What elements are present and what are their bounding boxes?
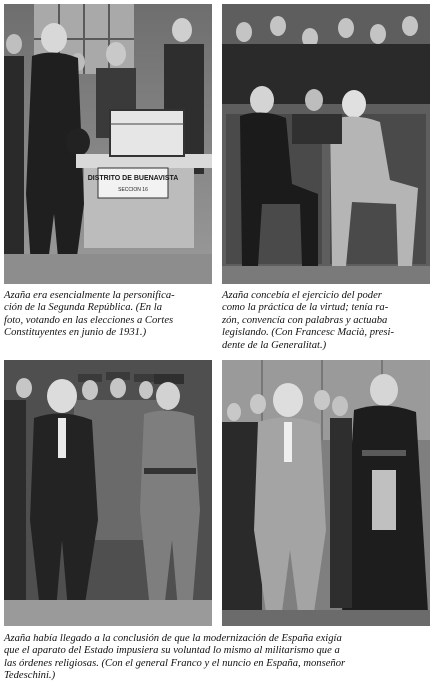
- photo-with-macia: [222, 4, 430, 284]
- caption-line: Azaña era esencialmente la personifica-: [4, 290, 175, 301]
- caption-line: dente de la Generalitat.): [222, 339, 327, 351]
- photo-with-nuncio-image: [222, 360, 430, 626]
- photo-with-franco: [4, 360, 212, 626]
- photo-with-franco-image: [4, 360, 212, 626]
- photo-with-nuncio: [222, 360, 430, 626]
- caption-line: que el aparato del Estado impusiera su voluntad lo mismo al militarismo que a: [4, 645, 340, 657]
- caption-voting: [4, 290, 212, 340]
- caption-line: foto, votando en las elecciones a Cortes: [4, 314, 174, 326]
- caption-with-macia: [222, 290, 430, 352]
- caption-line: Tedeschini.): [4, 670, 56, 682]
- caption-line: Constituyentes en junio de 1931.): [4, 327, 147, 339]
- caption-line: legislando. (Con Francesc Macià, presi-: [222, 327, 395, 339]
- ballot-sign-section: SECCION 16: [118, 187, 148, 193]
- caption-line: Azaña había llegado a la conclusión de que la modernización de España exigía: [4, 633, 342, 644]
- photo-with-macia-image: [222, 4, 430, 284]
- photo-voting: [4, 4, 212, 284]
- caption-franco-nuncio: [4, 633, 430, 683]
- caption-line: Azaña concebía el ejercicio del poder: [222, 290, 382, 301]
- caption-line: zón, convencía con palabras y actuaba: [222, 314, 388, 326]
- caption-line: como la práctica de la virtud; tenía ra-: [222, 302, 389, 314]
- caption-line: ción de la Segunda República. (En la: [4, 302, 162, 314]
- ballot-sign-title: DISTRITO DE BUENAVISTA: [87, 175, 179, 182]
- caption-line: las órdenes religiosas. (Con el general Franco y el nuncio en España, monseñor: [4, 657, 346, 669]
- photo-voting-image: [4, 4, 212, 284]
